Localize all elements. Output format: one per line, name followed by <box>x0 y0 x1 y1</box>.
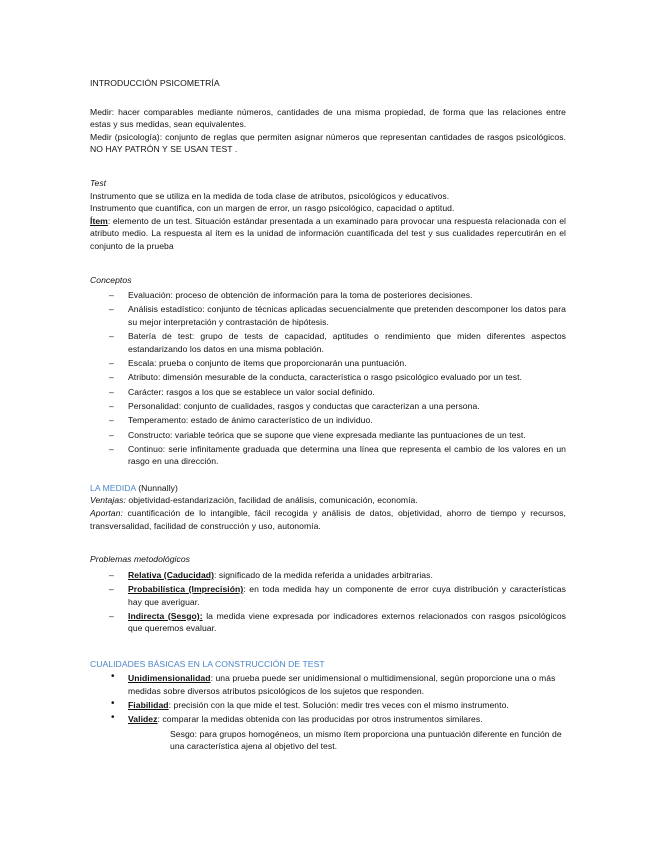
medida-heading-line <box>90 482 566 495</box>
ventajas-label: Ventajas: <box>90 495 126 506</box>
concept-text: Análisis estadístico: conjunto de técnicas aplicadas secuencialmente que pretenden descomponer los datos para su mejor interpretación y contrastación de hipótesis. <box>128 304 566 327</box>
list-item <box>90 371 566 384</box>
concept-text: Continuo: serie infinitamente graduada que determina una línea que representa el cambio de los valores en un rasgo en una dirección. <box>128 443 566 467</box>
cualidad-text: : una prueba puede ser unidimensional o multidimensional, según proporcione una o más medidas sobre diversos atributos psicológicos de los sujetos que responden. <box>128 673 556 696</box>
list-item <box>90 610 566 635</box>
list-item <box>90 357 566 370</box>
list-item <box>90 713 566 726</box>
list-item <box>90 672 566 697</box>
cualidad-term: Unidimensionalidad <box>128 673 211 684</box>
dot-bullet: • <box>111 698 115 710</box>
list-item <box>90 400 566 413</box>
concept-text: Constructo: variable teórica que se supone que viene expresada mediante las puntuaciones de un test. <box>128 429 526 440</box>
concept-text: Atributo: dimensión mesurable de la conducta, característica o rasgo psicológico evaluado por un test. <box>128 372 522 383</box>
list-item <box>90 414 566 427</box>
dash-bullet: – <box>109 290 114 301</box>
concept-text: Batería de test: grupo de tests de capacidad, aptitudes o rendimiento que miden diferentes aspectos estandarizando los datos en una misma población. <box>128 331 566 354</box>
dash-bullet: – <box>109 401 114 411</box>
medir-psicologia-definition: Medir (psicología): conjunto de reglas que permiten asignar números que representan cantidades de rasgos psicológicos. NO HAY PATRÓN Y SE USAN TEST . <box>90 131 566 155</box>
problema-text: : significado de la medida referida a unidades arbitrarias. <box>214 569 433 580</box>
item-text: : elemento de un test. Situación estándar presentada a un examinado para provocar una respuesta relacionada con el atributo medio. La respuesta al ítem es la unidad de información cuantificada del test y sus cualidades repercutirán en el conjunto de la prueba <box>90 215 566 251</box>
dash-bullet: – <box>109 415 114 426</box>
concept-text: Personalidad: conjunto de cualidades, rasgos y conductas que caracterizan a una persona. <box>128 401 480 411</box>
cualidad-text: : comparar la medidas obtenida con las producidas por otros instrumentos similares. <box>157 714 483 725</box>
concept-text: Escala: prueba o conjunto de ítems que proporcionarán una puntuación. <box>128 358 407 369</box>
test-definition-1: Instrumento que se utiliza en la medida de toda clase de atributos, psicológicos y educativos. <box>90 190 450 201</box>
dash-bullet: – <box>109 569 114 580</box>
concept-text: Carácter: rasgos a los que se establece un valor social definido. <box>128 386 375 397</box>
medir-definition: Medir: hacer comparables mediante números, cantidades de una misma propiedad, de forma que las relaciones entre estas y sus medidas, sean equivalentes. <box>90 106 566 130</box>
problema-term: Probabilística (Imprecisión) <box>128 583 244 594</box>
dash-bullet: – <box>109 583 114 594</box>
dash-bullet: – <box>109 304 114 315</box>
cualidades-heading: CUALIDADES BÁSICAS EN LA CONSTRUCCIÓN DE TEST <box>90 658 325 669</box>
cualidad-term: Validez <box>128 714 158 725</box>
test-heading: Test <box>90 177 107 188</box>
dash-bullet: – <box>109 610 114 621</box>
medida-heading-suffix: (Nunnally) <box>135 482 178 493</box>
problema-term: Indirecta (Sesgo): <box>128 610 203 621</box>
dash-bullet: – <box>109 386 114 397</box>
list-item <box>90 386 566 399</box>
test-definition-2: Instrumento que cuantifica, con un margen de error, un rasgo psicológico, capacidad o aptitud. <box>90 203 455 214</box>
aportan-line <box>90 507 566 532</box>
ventajas-line <box>90 494 566 507</box>
ventajas-text: objetividad-estandarización, facilidad de análisis, comunicación, economía. <box>125 495 418 506</box>
dash-bullet: – <box>109 372 114 383</box>
concept-text: Evaluación: proceso de obtención de información para la toma de posteriores decisiones. <box>128 290 473 301</box>
dash-bullet: – <box>109 443 114 454</box>
problemas-list <box>90 569 566 635</box>
dash-bullet: – <box>109 331 114 342</box>
document-body <box>90 77 566 753</box>
sesgo-note: Sesgo: para grupos homogéneos, un mismo ítem proporciona una puntuación diferente en función de una característica ajena al objetivo del test. <box>170 728 562 752</box>
problema-term: Relativa (Caducidad) <box>128 569 215 580</box>
item-definition <box>90 215 566 253</box>
problemas-heading: Problemas metodológicos <box>90 554 191 565</box>
conceptos-heading: Conceptos <box>90 274 132 285</box>
aportan-text: cuantificación de lo intangible, fácil recogida y análisis de datos, objetividad, ahorro de tiempo y recursos, transversalidad, facilidad de construcción y uso, autonomía. <box>90 507 566 531</box>
problema-text: : en toda medida hay un componente de error cuya distribución y características hay que averiguar. <box>128 583 566 607</box>
dot-bullet: • <box>111 671 115 683</box>
list-item <box>90 289 566 302</box>
list-item <box>90 569 566 582</box>
cualidades-list <box>90 672 566 726</box>
list-item <box>90 699 566 712</box>
list-item <box>90 429 566 442</box>
list-item <box>90 330 566 355</box>
cualidad-text: : precisión con la que mide el test. Solución: medir tres veces con el mismo instrumento. <box>168 700 509 711</box>
problema-text: la medida viene expresada por indicadores externos relacionados con rasgos psicológicos que queremos evaluar. <box>128 610 566 634</box>
list-item <box>90 443 566 468</box>
dash-bullet: – <box>109 358 114 369</box>
conceptos-list <box>90 289 566 468</box>
aportan-label: Aportan: <box>90 507 123 518</box>
cualidad-term: Fiabilidad <box>128 700 169 711</box>
dash-bullet: – <box>109 429 114 440</box>
item-term: Ítem <box>90 215 108 226</box>
dot-bullet: • <box>111 712 115 724</box>
document-title: INTRODUCCIÓN PSICOMETRÍA <box>90 78 220 88</box>
concept-text: Temperamento: estado de ánimo característico de un individuo. <box>128 415 373 426</box>
list-item <box>90 583 566 608</box>
list-item <box>90 303 566 328</box>
medida-heading: LA MEDIDA <box>90 482 136 493</box>
